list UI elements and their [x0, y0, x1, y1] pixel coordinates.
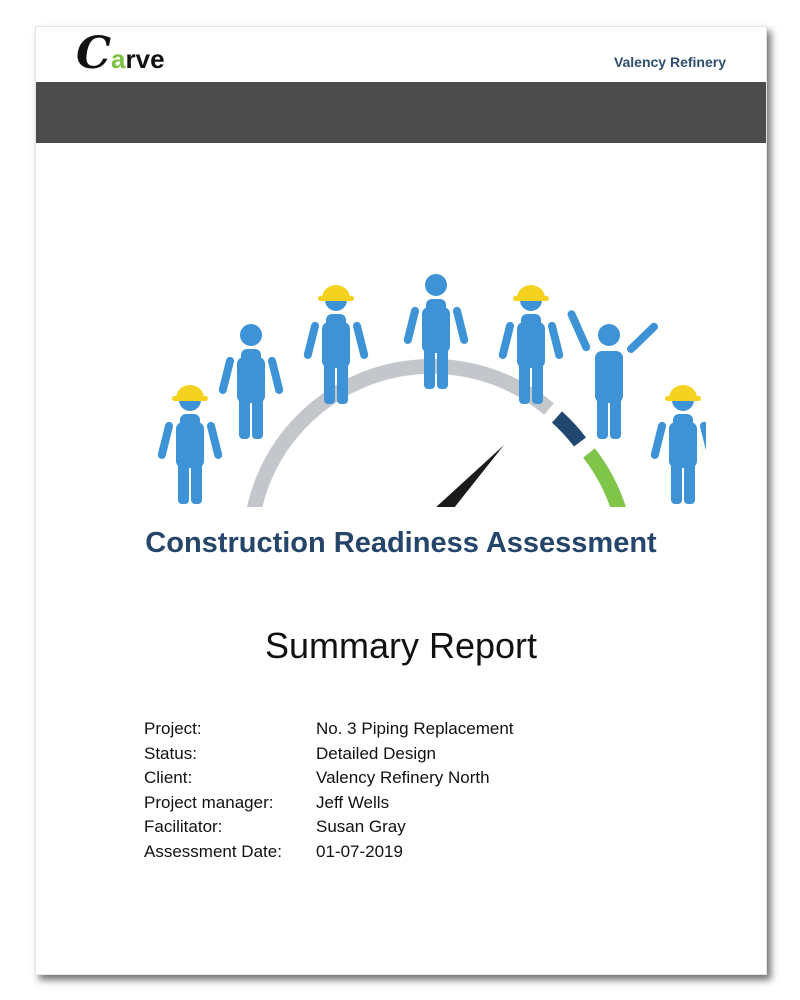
report-title: Construction Readiness Assessment: [145, 527, 657, 559]
gauge-needle-icon: [429, 445, 504, 507]
detail-label: Assessment Date:: [144, 841, 282, 861]
detail-label: Project manager:: [144, 792, 274, 812]
carve-logo: [76, 29, 165, 79]
detail-row-facilitator: [144, 815, 514, 840]
logo-rest: rve: [125, 44, 165, 74]
header-banner: [36, 82, 766, 143]
detail-value: Valency Refinery North: [316, 768, 490, 787]
detail-row-assessment-date: [144, 840, 514, 865]
detail-label: Client:: [144, 768, 193, 787]
header-client-name: Valency Refinery: [613, 54, 726, 70]
detail-row-project-manager: [144, 791, 514, 816]
detail-row-status: [144, 742, 514, 767]
gauge-icon: [254, 366, 619, 507]
worker-figure-icon: [157, 274, 706, 504]
logo-letter-c: C: [76, 28, 112, 79]
detail-label: Status:: [144, 743, 197, 763]
report-subtitle: Summary Report: [264, 625, 538, 666]
report-cover-page: [35, 26, 767, 975]
detail-row-client: [144, 766, 514, 791]
detail-label: Facilitator:: [144, 817, 223, 836]
detail-label: Project:: [144, 719, 202, 738]
logo-letter-a: a: [111, 44, 126, 74]
detail-value: No. 3 Piping Replacement: [316, 719, 514, 738]
project-details: [144, 717, 514, 864]
readiness-illustration: [106, 237, 706, 507]
detail-value: Jeff Wells: [316, 792, 390, 812]
detail-row-project: [144, 717, 514, 742]
detail-value: Detailed Design: [316, 743, 437, 763]
detail-value: Susan Gray: [316, 817, 406, 836]
detail-value: 01-07-2019: [316, 841, 403, 861]
